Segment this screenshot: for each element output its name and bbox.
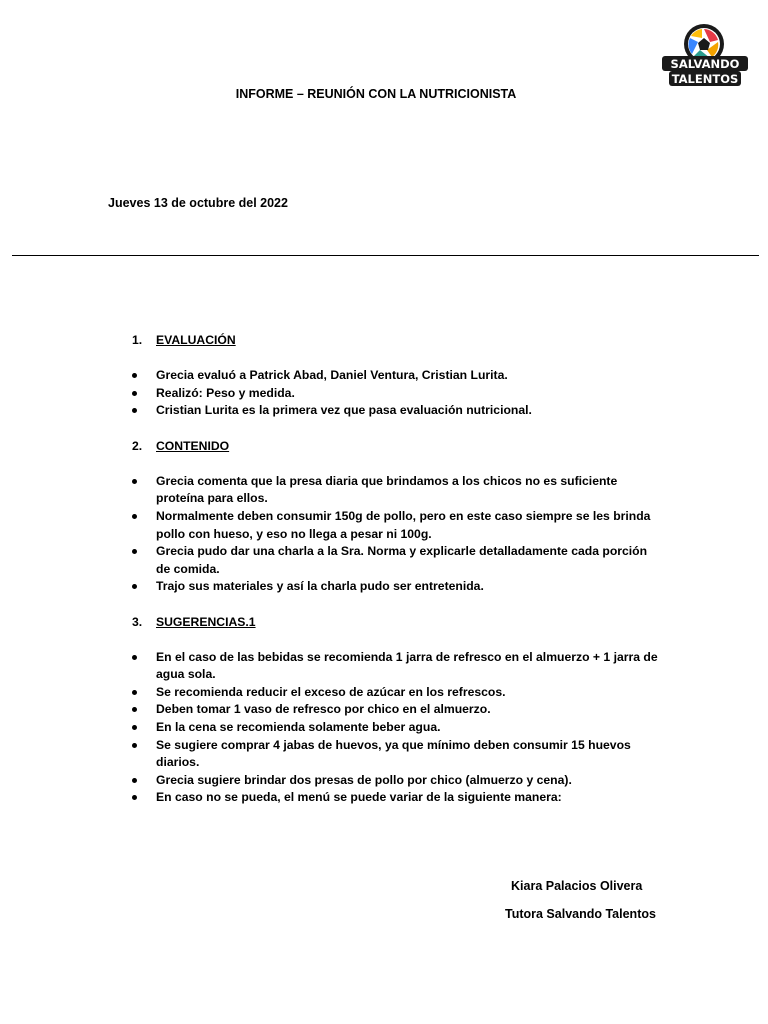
bullet-list-contenido	[132, 473, 662, 596]
bullet-icon	[132, 655, 137, 660]
section-heading-contenido	[132, 438, 662, 456]
list-item: Se recomienda reducir el exceso de azúcar en los refrescos.	[132, 684, 662, 702]
svg-text:SALVANDO: SALVANDO	[670, 57, 740, 71]
bullet-icon	[132, 479, 137, 484]
list-item: En caso no se pueda, el menú se puede variar de la siguiente manera:	[132, 789, 662, 807]
bullet-icon	[132, 391, 137, 396]
bullet-icon	[132, 549, 137, 554]
meeting-date: Jueves 13 de octubre del 2022	[108, 196, 288, 210]
bullet-icon	[132, 707, 137, 712]
section-number: 1.	[132, 333, 143, 347]
bullet-list-evaluacion	[132, 367, 662, 420]
bullet-list-sugerencias	[132, 649, 662, 807]
list-item: Grecia comenta que la presa diaria que brindamos a los chicos no es suficiente proteína para ellos.	[132, 473, 662, 508]
bullet-icon	[132, 373, 137, 378]
list-item: En el caso de las bebidas se recomienda 1 jarra de refresco en el almuerzo + 1 jarra de agua sola.	[132, 649, 662, 684]
list-item: Cristian Lurita es la primera vez que pasa evaluación nutricional.	[132, 402, 662, 420]
report-body	[132, 332, 662, 825]
bullet-icon	[132, 725, 137, 730]
bullet-icon	[132, 795, 137, 800]
list-item: Se sugiere comprar 4 jabas de huevos, ya que mínimo deben consumir 15 huevos diarios.	[132, 737, 662, 772]
bullet-icon	[132, 408, 137, 413]
section-heading-evaluacion	[132, 332, 662, 350]
bullet-icon	[132, 778, 137, 783]
section-title: CONTENIDO	[156, 438, 230, 453]
bullet-icon	[132, 743, 137, 748]
section-number: 2.	[132, 438, 143, 453]
list-item: Deben tomar 1 vaso de refresco por chico en el almuerzo.	[132, 701, 662, 719]
section-title: EVALUACIÓN	[156, 333, 236, 347]
section-title: SUGERENCIAS.1	[156, 614, 256, 629]
list-item: Grecia sugiere brindar dos presas de pollo por chico (almuerzo y cena).	[132, 772, 662, 790]
bullet-icon	[132, 690, 137, 695]
salvando-talentos-logo	[660, 20, 750, 88]
section-heading-sugerencias	[132, 614, 662, 632]
list-item: Grecia evaluó a Patrick Abad, Daniel Ventura, Cristian Lurita.	[132, 367, 662, 385]
list-item: En la cena se recomienda solamente beber agua.	[132, 719, 662, 737]
bullet-icon	[132, 514, 137, 519]
horizontal-divider	[12, 255, 759, 256]
signature-name: Kiara Palacios Olivera	[511, 879, 643, 893]
list-item: Trajo sus materiales y así la charla pudo ser entretenida.	[132, 578, 662, 596]
bullet-icon	[132, 584, 137, 589]
section-number: 3.	[132, 614, 143, 629]
svg-text:TALENTOS: TALENTOS	[671, 72, 739, 86]
list-item: Grecia pudo dar una charla a la Sra. Norma y explicarle detalladamente cada porción de comida.	[132, 543, 662, 578]
signature-role: Tutora Salvando Talentos	[505, 907, 656, 921]
list-item: Normalmente deben consumir 150g de pollo, pero en este caso siempre se les brinda pollo con hueso, y eso no llega a pesar ni 100g.	[132, 508, 662, 543]
document-title: INFORME – REUNIÓN CON LA NUTRICIONISTA	[235, 87, 517, 101]
list-item: Realizó: Peso y medida.	[132, 385, 662, 403]
soccer-ball-logo-icon	[660, 20, 750, 88]
